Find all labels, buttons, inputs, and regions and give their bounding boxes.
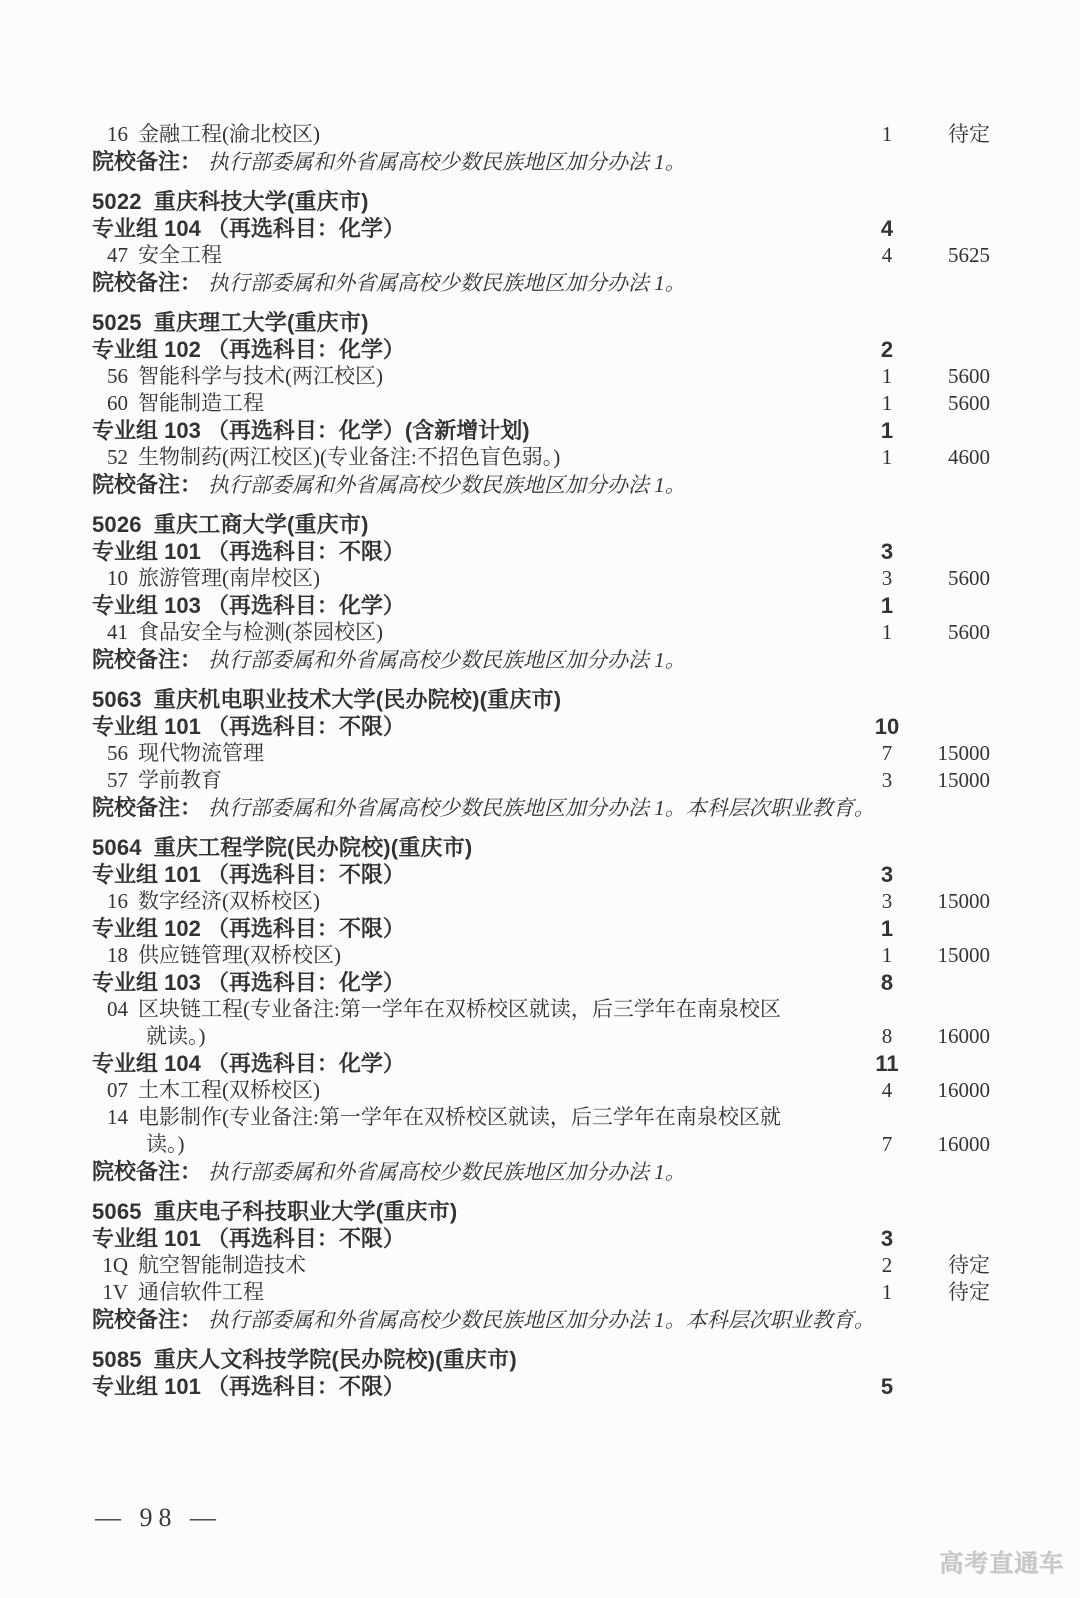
group-plan-count: 5 xyxy=(880,1374,894,1399)
university-row xyxy=(92,309,990,336)
remark-label: 院校备注： xyxy=(92,795,203,820)
remark-row xyxy=(92,471,990,499)
major-text xyxy=(92,767,862,794)
major-fee: 4600 xyxy=(948,445,990,469)
major-line1 xyxy=(100,767,862,794)
remark-text xyxy=(92,794,990,822)
major-fee: 待定 xyxy=(948,1280,990,1304)
major-fee: 15000 xyxy=(937,943,990,967)
university-title xyxy=(92,511,990,538)
university-name: 重庆科技大学(重庆市) xyxy=(153,189,369,214)
major-line1 xyxy=(100,444,862,471)
major-code: 56 xyxy=(107,364,128,388)
major-plan-count: 3 xyxy=(881,566,893,590)
major-fee: 5600 xyxy=(948,620,990,644)
remark-text xyxy=(92,471,990,499)
major-row xyxy=(92,619,990,646)
major-plan-count: 1 xyxy=(881,445,893,469)
major-name: 航空智能制造技术 xyxy=(138,1253,306,1277)
group-plan-count: 1 xyxy=(880,916,894,941)
major-plan-count: 7 xyxy=(881,741,893,765)
major-fee: 16000 xyxy=(937,1024,990,1048)
major-fee: 5600 xyxy=(948,364,990,388)
major-group-row xyxy=(92,1225,990,1252)
major-row xyxy=(92,390,990,417)
major-plan-count: 8 xyxy=(881,1024,893,1048)
page-number: — 98 — xyxy=(95,1503,222,1532)
major-fee: 5625 xyxy=(948,243,990,267)
major-group-label: 专业组 103 （再选科目：化学）(含新增计划) xyxy=(92,418,530,443)
major-group-label: 专业组 104 （再选科目：化学） xyxy=(92,216,405,241)
major-line1 xyxy=(100,1252,862,1279)
major-code: 41 xyxy=(107,620,128,644)
major-group-row xyxy=(92,1373,990,1400)
university-row xyxy=(92,1346,990,1373)
remark-row xyxy=(92,148,990,176)
major-plan-count: 4 xyxy=(881,243,893,267)
major-plan-count: 1 xyxy=(881,1280,893,1304)
major-plan-count: 7 xyxy=(881,1132,893,1156)
major-plan-count: 4 xyxy=(881,1078,893,1102)
major-group-row xyxy=(92,1050,990,1077)
major-name: 金融工程(渝北校区) xyxy=(138,122,320,146)
major-row xyxy=(92,888,990,915)
university-name: 重庆工程学院(民办院校)(重庆市) xyxy=(153,835,473,860)
remark-body: 执行部委属和外省属高校少数民族地区加分办法 1。 xyxy=(208,271,686,295)
major-group-row xyxy=(92,417,990,444)
major-fee: 5600 xyxy=(948,566,990,590)
major-group-row xyxy=(92,713,990,740)
major-text xyxy=(92,565,862,592)
major-group-label: 专业组 101 （再选科目：不限） xyxy=(92,1374,405,1399)
university-name: 重庆机电职业技术大学(民办院校)(重庆市) xyxy=(153,687,562,712)
remark-body: 执行部委属和外省属高校少数民族地区加分办法 1。本科层次职业教育。 xyxy=(208,796,875,820)
university-code: 5085 xyxy=(92,1347,142,1372)
major-row xyxy=(92,767,990,794)
major-group-row xyxy=(92,336,990,363)
major-group-row xyxy=(92,592,990,619)
university-code: 5064 xyxy=(92,835,142,860)
major-row xyxy=(92,1104,990,1158)
major-fee: 16000 xyxy=(937,1132,990,1156)
major-code: 16 xyxy=(107,122,128,146)
major-line1 xyxy=(100,740,862,767)
major-plan-count: 1 xyxy=(881,364,893,388)
major-plan-count: 1 xyxy=(881,620,893,644)
university-row xyxy=(92,686,990,713)
university-name: 重庆电子科技职业大学(重庆市) xyxy=(153,1199,458,1224)
major-name: 土木工程(双桥校区) xyxy=(138,1078,320,1102)
major-name: 智能科学与技术(两江校区) xyxy=(138,364,383,388)
remark-row xyxy=(92,646,990,674)
major-fee: 15000 xyxy=(937,889,990,913)
university-title xyxy=(92,1346,990,1373)
major-fee: 待定 xyxy=(948,1253,990,1277)
major-line1 xyxy=(100,1279,862,1306)
university-code: 5022 xyxy=(92,189,142,214)
major-line1 xyxy=(100,242,862,269)
major-name: 数字经济(双桥校区) xyxy=(138,889,320,913)
remark-label: 院校备注： xyxy=(92,647,203,672)
major-name: 安全工程 xyxy=(138,243,222,267)
major-group-row xyxy=(92,915,990,942)
remark-label: 院校备注： xyxy=(92,472,203,497)
major-row xyxy=(92,1279,990,1306)
major-line1 xyxy=(100,1077,862,1104)
major-name: 智能制造工程 xyxy=(138,391,264,415)
major-group-label: 专业组 102 （再选科目：不限） xyxy=(92,916,405,941)
group-plan-count: 1 xyxy=(880,418,894,443)
university-title xyxy=(92,309,990,336)
remark-text xyxy=(92,269,990,297)
major-code: 1V xyxy=(102,1280,128,1304)
university-row xyxy=(92,1198,990,1225)
remark-label: 院校备注： xyxy=(92,1307,203,1332)
remark-body: 执行部委属和外省属高校少数民族地区加分办法 1。 xyxy=(208,1160,686,1184)
major-row xyxy=(92,1077,990,1104)
major-text xyxy=(92,942,862,969)
major-code: 52 xyxy=(107,445,128,469)
major-code: 14 xyxy=(107,1105,128,1129)
major-text xyxy=(92,1104,862,1158)
major-line1 xyxy=(100,363,862,390)
major-group-label: 专业组 101 （再选科目：不限） xyxy=(92,862,405,887)
major-plan-count: 2 xyxy=(881,1253,893,1277)
major-name: 旅游管理(南岸校区) xyxy=(138,566,320,590)
major-name: 通信软件工程 xyxy=(138,1280,264,1304)
remark-row xyxy=(92,269,990,297)
major-text xyxy=(92,1252,862,1279)
remark-body: 执行部委属和外省属高校少数民族地区加分办法 1。 xyxy=(208,150,686,174)
university-name: 重庆工商大学(重庆市) xyxy=(153,512,369,537)
remark-row xyxy=(92,1306,990,1334)
remark-label: 院校备注： xyxy=(92,270,203,295)
major-fee: 16000 xyxy=(937,1078,990,1102)
major-row xyxy=(92,363,990,390)
major-group-row xyxy=(92,215,990,242)
major-code: 10 xyxy=(107,566,128,590)
major-fee: 待定 xyxy=(948,122,990,146)
major-fee: 15000 xyxy=(937,768,990,792)
major-line1 xyxy=(100,1104,862,1131)
major-code: 56 xyxy=(107,741,128,765)
group-plan-count: 3 xyxy=(880,539,894,564)
major-group-label: 专业组 101 （再选科目：不限） xyxy=(92,1226,405,1251)
major-text xyxy=(92,1279,862,1306)
major-group-row xyxy=(92,969,990,996)
university-title xyxy=(92,188,990,215)
university-code: 5026 xyxy=(92,512,142,537)
major-code: 1Q xyxy=(102,1253,128,1277)
major-text xyxy=(92,888,862,915)
major-line2: 就读。) xyxy=(146,1024,206,1048)
major-text xyxy=(92,740,862,767)
major-group-label: 专业组 103 （再选科目：化学） xyxy=(92,593,405,618)
major-code: 57 xyxy=(107,768,128,792)
university-title xyxy=(92,686,990,713)
major-line1 xyxy=(100,390,862,417)
major-group-row xyxy=(92,538,990,565)
major-row xyxy=(92,242,990,269)
remark-body: 执行部委属和外省属高校少数民族地区加分办法 1。 xyxy=(208,473,686,497)
major-code: 18 xyxy=(107,943,128,967)
major-plan-count: 1 xyxy=(881,943,893,967)
major-group-label: 专业组 104 （再选科目：化学） xyxy=(92,1051,405,1076)
major-text xyxy=(92,363,862,390)
major-line1 xyxy=(100,619,862,646)
university-code: 5063 xyxy=(92,687,142,712)
watermark-gaokao-zhitongche: 高考直通车 xyxy=(939,1550,1064,1577)
university-name: 重庆理工大学(重庆市) xyxy=(153,310,369,335)
major-name: 电影制作(专业备注:第一学年在双桥校区就读，后三学年在南泉校区就 xyxy=(138,1105,781,1129)
major-fee: 15000 xyxy=(937,741,990,765)
group-plan-count: 4 xyxy=(880,216,894,241)
major-text xyxy=(92,444,862,471)
major-code: 04 xyxy=(107,997,128,1021)
major-row xyxy=(92,1252,990,1279)
remark-label: 院校备注： xyxy=(92,1159,203,1184)
major-line1 xyxy=(100,996,862,1023)
major-text xyxy=(92,390,862,417)
major-group-label: 专业组 102 （再选科目：化学） xyxy=(92,337,405,362)
major-name: 食品安全与检测(茶园校区) xyxy=(138,620,383,644)
major-row xyxy=(92,121,990,148)
major-group-label: 专业组 103 （再选科目：化学） xyxy=(92,970,405,995)
major-group-label: 专业组 101 （再选科目：不限） xyxy=(92,539,405,564)
major-name: 供应链管理(双桥校区) xyxy=(138,943,341,967)
remark-row xyxy=(92,794,990,822)
major-text xyxy=(92,242,862,269)
major-line1 xyxy=(100,565,862,592)
remark-text xyxy=(92,1306,990,1334)
major-name: 生物制药(两江校区)(专业备注:不招色盲色弱。) xyxy=(138,445,561,469)
major-line1 xyxy=(100,942,862,969)
remark-text xyxy=(92,646,990,674)
major-line2: 读。) xyxy=(146,1132,185,1156)
major-plan-count: 1 xyxy=(881,122,893,146)
university-code: 5065 xyxy=(92,1199,142,1224)
major-row xyxy=(92,740,990,767)
remark-row xyxy=(92,1158,990,1186)
major-plan-count: 3 xyxy=(881,889,893,913)
major-text xyxy=(92,121,862,148)
university-row xyxy=(92,511,990,538)
major-group-label: 专业组 101 （再选科目：不限） xyxy=(92,714,405,739)
group-plan-count: 3 xyxy=(880,1226,894,1251)
group-plan-count: 11 xyxy=(875,1051,899,1076)
remark-body: 执行部委属和外省属高校少数民族地区加分办法 1。 xyxy=(208,648,686,672)
major-name: 学前教育 xyxy=(138,768,222,792)
major-fee: 5600 xyxy=(948,391,990,415)
major-name: 现代物流管理 xyxy=(138,741,264,765)
major-row xyxy=(92,942,990,969)
remark-label: 院校备注： xyxy=(92,149,203,174)
major-text xyxy=(92,1077,862,1104)
major-row xyxy=(92,565,990,592)
university-row xyxy=(92,188,990,215)
remark-text xyxy=(92,148,990,176)
group-plan-count: 2 xyxy=(880,337,894,362)
group-plan-count: 8 xyxy=(880,970,894,995)
major-text xyxy=(92,619,862,646)
major-plan-count: 1 xyxy=(881,391,893,415)
major-group-row xyxy=(92,861,990,888)
major-code: 07 xyxy=(107,1078,128,1102)
university-title xyxy=(92,1198,990,1225)
group-plan-count: 10 xyxy=(874,714,900,739)
major-name: 区块链工程(专业备注:第一学年在双桥校区就读，后三学年在南泉校区 xyxy=(138,997,781,1021)
group-plan-count: 1 xyxy=(880,593,894,618)
remark-text xyxy=(92,1158,990,1186)
group-plan-count: 3 xyxy=(880,862,894,887)
university-name: 重庆人文科技学院(民办院校)(重庆市) xyxy=(153,1347,517,1372)
major-text xyxy=(92,996,862,1050)
major-line1 xyxy=(100,121,862,148)
university-row xyxy=(92,834,990,861)
major-line1 xyxy=(100,888,862,915)
major-code: 60 xyxy=(107,391,128,415)
major-plan-count: 3 xyxy=(881,768,893,792)
remark-body: 执行部委属和外省属高校少数民族地区加分办法 1。本科层次职业教育。 xyxy=(208,1308,875,1332)
plan-list xyxy=(92,121,990,1400)
major-code: 47 xyxy=(107,243,128,267)
university-title xyxy=(92,834,990,861)
major-row xyxy=(92,996,990,1050)
major-row xyxy=(92,444,990,471)
major-code: 16 xyxy=(107,889,128,913)
university-code: 5025 xyxy=(92,310,142,335)
